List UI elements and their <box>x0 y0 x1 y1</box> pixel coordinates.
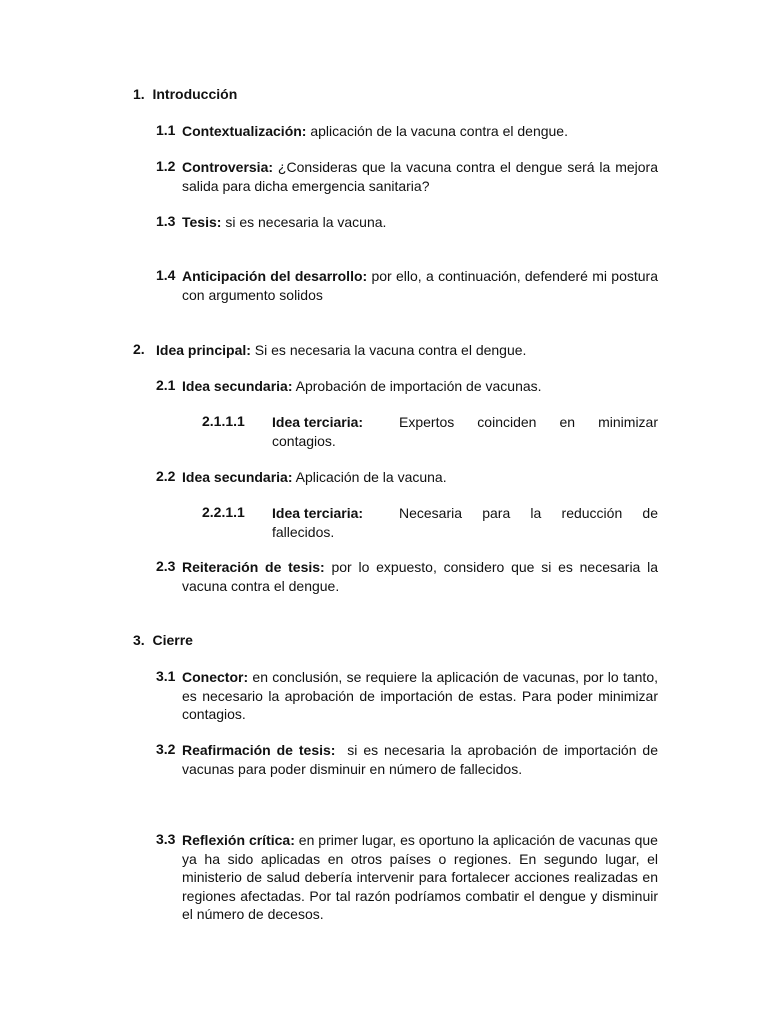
item-2-1-number: 2.1 <box>156 377 176 393</box>
item-1-3-number: 1.3 <box>156 213 176 229</box>
item-1-2 <box>182 158 658 195</box>
item-2-3-label: Reiteración de tesis: <box>182 559 325 575</box>
item-2-2-1-1 <box>272 504 658 541</box>
item-1-2-number: 1.2 <box>156 158 176 174</box>
item-1-3-label: Tesis: <box>182 214 222 230</box>
item-3-1-number: 3.1 <box>156 668 176 684</box>
item-1-1-label: Contextualización: <box>182 123 307 139</box>
item-1-2-label: Controversia: <box>182 159 274 175</box>
item-2-3-number: 2.3 <box>156 558 176 574</box>
item-2-1-label: Idea secundaria: <box>182 378 293 394</box>
item-2-2 <box>182 468 658 487</box>
item-1-4-label: Anticipación del desarrollo: <box>182 268 368 284</box>
item-3-2 <box>182 741 662 778</box>
item-3-3-number: 3.3 <box>156 831 176 847</box>
item-3-1-text: en conclusión, se requiere la aplicación de vacunas, por lo tanto, es necesario la aprobación de importación de estas. Para poder minimizar contagios. <box>182 669 658 722</box>
item-1-3-text: si es necesaria la vacuna. <box>221 214 387 230</box>
item-2-2-text: Aplicación de la vacuna. <box>292 469 447 485</box>
item-2-2-1-1-label: Idea terciaria: <box>272 505 364 521</box>
item-2-1-1-1-text: Expertos coinciden en minimizar contagios. <box>272 414 658 449</box>
item-3-3-label: Reflexión crítica: <box>182 832 295 848</box>
item-2-1-1-1-label: Idea terciaria: <box>272 414 364 430</box>
item-3-1 <box>182 668 658 724</box>
section-2-number: 2. <box>133 341 145 357</box>
item-2-1 <box>182 377 658 396</box>
item-3-2-number: 3.2 <box>156 741 176 757</box>
section-3-number: 3. <box>133 632 145 648</box>
item-1-2-text: ¿Consideras que la vacuna contra el dengue será la mejora salida para dicha emergencia sanitaria? <box>182 159 658 194</box>
item-2-2-1-1-text: Necesaria para la reducción de fallecidos. <box>272 505 658 540</box>
section-2-title-text: Si es necesaria la vacuna contra el dengue. <box>250 342 527 358</box>
item-3-2-text: si es necesaria la aprobación de importación de vacunas para poder disminuir en número de fallecidos. <box>182 742 662 777</box>
section-1-heading <box>133 86 237 102</box>
item-1-4-number: 1.4 <box>156 267 176 283</box>
item-2-2-number: 2.2 <box>156 468 176 484</box>
item-1-1-text: aplicación de la vacuna contra el dengue. <box>306 123 568 139</box>
item-2-2-label: Idea secundaria: <box>182 469 293 485</box>
section-1-title: Introducción <box>152 86 238 102</box>
item-3-1-label: Conector: <box>182 669 249 685</box>
item-3-3 <box>182 831 658 924</box>
item-2-3 <box>182 558 658 595</box>
item-2-3-text: por lo expuesto, considero que si es necesaria la vacuna contra el dengue. <box>182 559 659 594</box>
section-3-title: Cierre <box>152 632 193 648</box>
section-1-number: 1. <box>133 86 145 102</box>
section-2-title: Idea principal: <box>156 342 251 358</box>
item-1-4-text: por ello, a continuación, defenderé mi postura con argumento solidos <box>182 268 658 303</box>
item-2-2-1-1-number: 2.2.1.1 <box>202 504 245 520</box>
item-2-1-text: Aprobación de importación de vacunas. <box>292 378 542 394</box>
item-1-1 <box>182 122 658 141</box>
item-2-1-1-1 <box>272 413 658 450</box>
section-3-heading <box>133 632 193 648</box>
item-3-3-text: en primer lugar, es oportuno la aplicación de vacunas que ya ha sido aplicadas en otros países o regiones. En segundo lugar, el ministerio de salud debería intervenir para fortalecer acciones realizadas en regiones afectadas. Por tal razón podríamos combatir el dengue y disminuir el número de decesos. <box>182 832 658 922</box>
item-3-2-label: Reafirmación de tesis: <box>182 742 336 758</box>
section-2-heading <box>156 341 658 360</box>
item-1-4 <box>182 267 658 304</box>
item-1-3 <box>182 213 658 232</box>
item-2-1-1-1-number: 2.1.1.1 <box>202 413 245 429</box>
item-1-1-number: 1.1 <box>156 122 176 138</box>
